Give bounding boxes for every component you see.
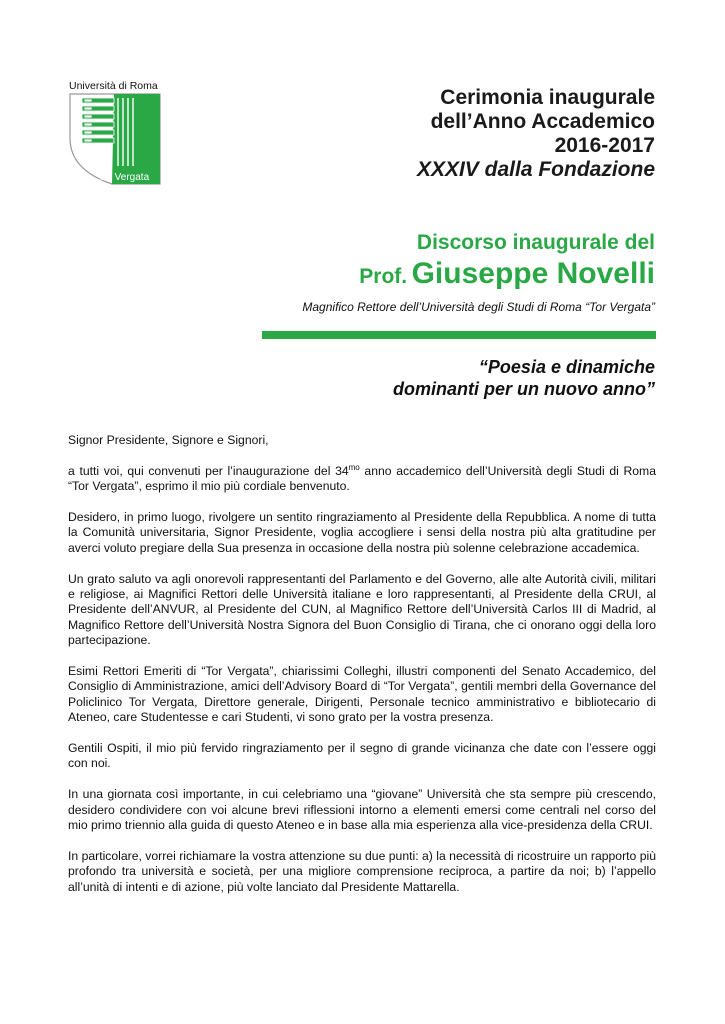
quote-line-2: dominanti per un nuovo anno” <box>393 379 655 399</box>
speaker-name-line <box>359 256 655 297</box>
university-logo <box>68 80 164 186</box>
paragraph-2: Desidero, in primo luogo, rivolgere un sentito ringraziamento al Presidente della Repubblica. A nome di tutta la Comunità universitaria, Signor Presidente, voglia accogliere i sensi della nostra più alta gratitudine per averci voluto pregiare della Sua presenza in occasione della nostra più solenne celebrazione accademica. <box>68 510 656 555</box>
paragraph-7: In particolare, vorrei richiamare la vostra attenzione su due punti: a) la necessità di ricostruire un rapporto più profondo tra università e società, per una migliore comprensione reciproca, a partire da noi; b) l’appello all’unità di intenti e di azione, più volte lanciato dal Presidente Mattarella. <box>68 848 656 894</box>
heading-line-1: Cerimonia inaugurale <box>440 86 655 109</box>
logo-title: Università di Roma <box>69 80 158 92</box>
paragraph-1 <box>68 464 656 495</box>
paragraph-6: In una giornata così importante, in cui celebriamo una “giovane” Università che sta sempre più crescendo, desidero condividere con voi alcune brevi riflessioni intorno a elementi emersi come centrali nel corso del mio primo triennio alla guida di questo Ateneo e in base alla mia esperienza alla vice-presidenza della CRUI. <box>68 787 656 833</box>
ceremony-heading <box>417 86 655 182</box>
speaker-prefix: Prof. <box>359 265 408 288</box>
paragraph-4: Esimi Rettori Emeriti di “Tor Vergata”, chiarissimi Colleghi, illustri componenti del Senato Accademico, del Consiglio di Amministrazione, amici dell’Advisory Board di “Tor Vergata”, gentili membri della Governance del Policlinico Tor Vergata, Direttore generale, Dirigenti, Personale tecnico amministrativo e bibliotecario di Ateneo, care Studentesse e cari Studenti, vi sono grato per la vostra presenza. <box>68 664 656 725</box>
heading-line-2: dell’Anno Accademico <box>430 110 655 133</box>
heading-line-4: XXXIV dalla Fondazione <box>416 158 655 181</box>
speech-title-line: Discorso inaugurale del <box>416 231 655 254</box>
speech-body <box>68 433 656 910</box>
ordinal-superscript: mo <box>348 462 360 472</box>
speech-title <box>359 230 655 297</box>
green-divider <box>262 331 656 339</box>
quote-line-1: “Poesia e dinamiche <box>478 357 655 377</box>
shield-icon <box>68 80 164 186</box>
heading-line-3: 2016-2017 <box>554 134 655 157</box>
speaker-name: Giuseppe Novelli <box>411 257 655 290</box>
paragraph-3: Un grato saluto va agli onorevoli rappresentanti del Parlamento e del Governo, alle alte Autorità civili, militari e religiose, ai Magnifici Rettori delle Università italiane e loro rappresentanti, al Presidente della CRUI, al Presidente dell’ANVUR, al Presidente del CUN, al Magnifico Rettore dell’Università Carlos III di Madrid, al Magnifico Rettore dell’Università Nostra Signora del Buon Consiglio di Tirana, che ci onorano oggi della loro partecipazione. <box>68 571 656 648</box>
speaker-role: Magnifico Rettore dell’Università degli Studi di Roma “Tor Vergata” <box>302 300 655 314</box>
paragraph-1-b: anno accademico dell’Università degli Studi di Roma “Tor Vergata”, esprimo il mio più cordiale benvenuto. <box>68 463 656 494</box>
paragraph-5: Gentili Ospiti, il mio più fervido ringraziamento per il segno di grande vicinanza che date con l’essere oggi con noi. <box>68 741 656 771</box>
paragraph-1-a: a tutti voi, qui convenuti per l’inaugurazione del 34 <box>68 463 349 478</box>
speech-quote <box>393 356 655 400</box>
logo-subtitle: Tor Vergata <box>98 172 150 183</box>
greeting: Signor Presidente, Signore e Signori, <box>68 433 269 447</box>
